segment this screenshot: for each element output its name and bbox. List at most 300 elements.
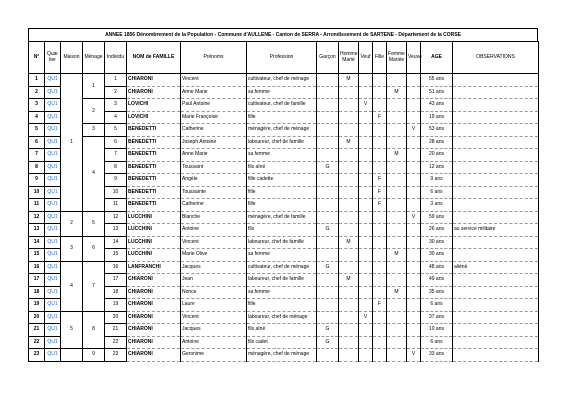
first-names-cell: Paul Antoine	[181, 99, 247, 112]
homme-marie-cell	[339, 261, 359, 274]
homme-marie-cell	[339, 86, 359, 99]
header-quartier: Quar tier	[45, 42, 61, 74]
quartier-cell: QU1	[45, 161, 61, 174]
individu-cell: 13	[105, 224, 127, 237]
age-cell: 59 ans	[421, 211, 453, 224]
menage-cell: 2	[83, 99, 105, 124]
family-name-cell: CHIARONI	[127, 349, 181, 362]
age-cell: 6 ans	[421, 299, 453, 312]
femme-mariee-cell	[387, 111, 407, 124]
header-menage: Ménage	[83, 42, 105, 74]
quartier-cell: QU1	[45, 149, 61, 162]
profession-cell: cultivateur, chef de famille	[247, 99, 317, 112]
veuf-cell	[359, 274, 373, 287]
row-number: 2	[29, 86, 45, 99]
homme-marie-cell	[339, 211, 359, 224]
observations-cell	[453, 311, 539, 324]
family-name-cell: BENEDETTI	[127, 199, 181, 212]
veuf-cell: V	[359, 99, 373, 112]
garcon-cell: G	[317, 336, 339, 349]
header-individu: Individu	[105, 42, 127, 74]
observations-cell: au service militaire	[453, 224, 539, 237]
veuf-cell	[359, 86, 373, 99]
garcon-cell: G	[317, 324, 339, 337]
individu-cell: 4	[105, 111, 127, 124]
row-number: 1	[29, 74, 45, 87]
quartier-cell: QU1	[45, 174, 61, 187]
veuve-cell	[407, 86, 421, 99]
table-row	[29, 249, 539, 262]
row-number: 14	[29, 236, 45, 249]
femme-mariee-cell	[387, 74, 407, 87]
menage-cell: 1	[83, 74, 105, 99]
veuf-cell	[359, 211, 373, 224]
header-prenoms: Prénoms	[181, 42, 247, 74]
homme-marie-cell	[339, 174, 359, 187]
family-name-cell: LOVICHI	[127, 111, 181, 124]
row-number: 17	[29, 274, 45, 287]
age-cell: 33 ans	[421, 349, 453, 362]
age-cell: 3 ans	[421, 199, 453, 212]
individu-cell: 1	[105, 74, 127, 87]
veuve-cell	[407, 336, 421, 349]
fille-cell	[373, 236, 387, 249]
first-names-cell: Toussainte	[181, 186, 247, 199]
fille-cell	[373, 124, 387, 137]
header-maison: Maison	[61, 42, 83, 74]
fille-cell: F	[373, 299, 387, 312]
table-row	[29, 224, 539, 237]
age-cell: 19 ans	[421, 111, 453, 124]
header-observations: OBSERVATIONS	[453, 42, 539, 74]
veuf-cell	[359, 299, 373, 312]
profession-cell: sa femme	[247, 249, 317, 262]
individu-cell: 2	[105, 86, 127, 99]
fille-cell	[373, 286, 387, 299]
femme-mariee-cell	[387, 224, 407, 237]
garcon-cell: G	[317, 224, 339, 237]
fille-cell: F	[373, 174, 387, 187]
family-name-cell: LUCCHINI	[127, 236, 181, 249]
observations-cell	[453, 111, 539, 124]
homme-marie-cell: M	[339, 274, 359, 287]
fille-cell	[373, 211, 387, 224]
quartier-cell: QU1	[45, 324, 61, 337]
veuf-cell	[359, 249, 373, 262]
header-row	[29, 42, 539, 74]
quartier-cell: QU1	[45, 111, 61, 124]
first-names-cell: Geronime	[181, 349, 247, 362]
family-name-cell: BENEDETTI	[127, 136, 181, 149]
quartier-cell: QU1	[45, 99, 61, 112]
fille-cell	[373, 274, 387, 287]
femme-mariee-cell: M	[387, 286, 407, 299]
observations-cell	[453, 299, 539, 312]
first-names-cell: Catherine	[181, 124, 247, 137]
menage-cell: 5	[83, 211, 105, 236]
profession-cell: fils aîné	[247, 161, 317, 174]
family-name-cell: LANFRANCHI	[127, 261, 181, 274]
veuf-cell: V	[359, 311, 373, 324]
table-row	[29, 274, 539, 287]
garcon-cell	[317, 299, 339, 312]
first-names-cell: Joseph Antoine	[181, 136, 247, 149]
veuve-cell	[407, 286, 421, 299]
table-row	[29, 211, 539, 224]
family-name-cell: CHIARONI	[127, 324, 181, 337]
veuve-cell	[407, 161, 421, 174]
row-number: 13	[29, 224, 45, 237]
individu-cell: 19	[105, 299, 127, 312]
veuf-cell	[359, 349, 373, 362]
fille-cell	[373, 161, 387, 174]
row-number: 15	[29, 249, 45, 262]
femme-mariee-cell	[387, 174, 407, 187]
profession-cell: sa femme	[247, 86, 317, 99]
individu-cell: 9	[105, 174, 127, 187]
fille-cell: F	[373, 186, 387, 199]
profession-cell: fille	[247, 111, 317, 124]
family-name-cell: BENEDETTI	[127, 149, 181, 162]
maison-cell: 2	[61, 211, 83, 236]
fille-cell	[373, 74, 387, 87]
garcon-cell	[317, 274, 339, 287]
age-cell: 6 ans	[421, 336, 453, 349]
family-name-cell: CHIARONI	[127, 299, 181, 312]
femme-mariee-cell	[387, 161, 407, 174]
family-name-cell: CHIARONI	[127, 86, 181, 99]
observations-cell	[453, 236, 539, 249]
age-cell: 35 ans	[421, 286, 453, 299]
table-row	[29, 311, 539, 324]
veuve-cell	[407, 299, 421, 312]
femme-mariee-cell	[387, 299, 407, 312]
observations-cell: aliéné	[453, 261, 539, 274]
profession-cell: cultivateur, chef de ménage	[247, 74, 317, 87]
row-number: 18	[29, 286, 45, 299]
femme-mariee-cell	[387, 311, 407, 324]
profession-cell: cultivateur, chef de ménage	[247, 261, 317, 274]
femme-mariee-cell	[387, 211, 407, 224]
first-names-cell: Angèle	[181, 174, 247, 187]
homme-marie-cell	[339, 336, 359, 349]
veuve-cell	[407, 261, 421, 274]
family-name-cell: CHIARONI	[127, 74, 181, 87]
quartier-cell: QU1	[45, 211, 61, 224]
garcon-cell	[317, 186, 339, 199]
homme-marie-cell	[339, 161, 359, 174]
observations-cell	[453, 349, 539, 362]
quartier-cell: QU1	[45, 136, 61, 149]
maison-cell: 1	[61, 74, 83, 212]
quartier-cell: QU1	[45, 336, 61, 349]
first-names-cell: Jean	[181, 274, 247, 287]
census-sheet	[28, 28, 538, 362]
veuve-cell	[407, 224, 421, 237]
row-number: 12	[29, 211, 45, 224]
table-row	[29, 286, 539, 299]
femme-mariee-cell	[387, 324, 407, 337]
row-number: 21	[29, 324, 45, 337]
row-number: 9	[29, 174, 45, 187]
profession-cell: fille	[247, 199, 317, 212]
veuve-cell	[407, 99, 421, 112]
quartier-cell: QU1	[45, 274, 61, 287]
table-row	[29, 236, 539, 249]
maison-cell: 4	[61, 261, 83, 311]
row-number: 3	[29, 99, 45, 112]
observations-cell	[453, 336, 539, 349]
quartier-cell: QU1	[45, 299, 61, 312]
fille-cell	[373, 336, 387, 349]
fille-cell	[373, 136, 387, 149]
observations-cell	[453, 74, 539, 87]
profession-cell: fille	[247, 186, 317, 199]
garcon-cell	[317, 74, 339, 87]
garcon-cell	[317, 174, 339, 187]
garcon-cell	[317, 111, 339, 124]
observations-cell	[453, 149, 539, 162]
garcon-cell: G	[317, 261, 339, 274]
femme-mariee-cell	[387, 261, 407, 274]
quartier-cell: QU1	[45, 186, 61, 199]
family-name-cell: LOVICHI	[127, 99, 181, 112]
profession-cell: fils cadet	[247, 336, 317, 349]
family-name-cell: BENEDETTI	[127, 174, 181, 187]
veuf-cell	[359, 174, 373, 187]
veuve-cell: V	[407, 211, 421, 224]
femme-mariee-cell: M	[387, 249, 407, 262]
row-number: 23	[29, 349, 45, 362]
profession-cell: sa femme	[247, 149, 317, 162]
veuf-cell	[359, 149, 373, 162]
age-cell: 12 ans	[421, 161, 453, 174]
quartier-cell: QU1	[45, 199, 61, 212]
maison-cell	[61, 349, 83, 362]
femme-mariee-cell: M	[387, 86, 407, 99]
veuf-cell	[359, 136, 373, 149]
veuf-cell	[359, 74, 373, 87]
first-names-cell: Laure	[181, 299, 247, 312]
menage-cell: 4	[83, 136, 105, 211]
homme-marie-cell	[339, 186, 359, 199]
age-cell: 55 ans	[421, 74, 453, 87]
menage-cell: 8	[83, 311, 105, 349]
family-name-cell: LUCCHINI	[127, 224, 181, 237]
header-nom: NOM de FAMILLE	[127, 42, 181, 74]
quartier-cell: QU1	[45, 236, 61, 249]
age-cell: 28 ans	[421, 136, 453, 149]
profession-cell: sa femme	[247, 286, 317, 299]
homme-marie-cell: M	[339, 74, 359, 87]
age-cell: 30 ans	[421, 236, 453, 249]
header-profession: Profession	[247, 42, 317, 74]
row-number: 11	[29, 199, 45, 212]
age-cell: 37 ans	[421, 311, 453, 324]
femme-mariee-cell	[387, 136, 407, 149]
age-cell: 48 ans	[421, 261, 453, 274]
individu-cell: 8	[105, 161, 127, 174]
veuve-cell: V	[407, 349, 421, 362]
header-femme-mariee: Femme Mariée	[387, 42, 407, 74]
family-name-cell: CHIARONI	[127, 311, 181, 324]
first-names-cell: Vincent	[181, 74, 247, 87]
first-names-cell: Vincent	[181, 236, 247, 249]
observations-cell	[453, 286, 539, 299]
veuf-cell	[359, 324, 373, 337]
table-row	[29, 111, 539, 124]
individu-cell: 3	[105, 99, 127, 112]
family-name-cell: LUCCHINI	[127, 211, 181, 224]
table-row	[29, 124, 539, 137]
veuve-cell	[407, 311, 421, 324]
table-row	[29, 136, 539, 149]
row-number: 10	[29, 186, 45, 199]
garcon-cell	[317, 124, 339, 137]
first-names-cell: Anne Marie	[181, 86, 247, 99]
veuve-cell	[407, 174, 421, 187]
fille-cell: F	[373, 199, 387, 212]
maison-cell: 3	[61, 236, 83, 261]
individu-cell: 15	[105, 249, 127, 262]
header-veuve: Veuve	[407, 42, 421, 74]
row-number: 19	[29, 299, 45, 312]
homme-marie-cell	[339, 111, 359, 124]
individu-cell: 12	[105, 211, 127, 224]
femme-mariee-cell: M	[387, 149, 407, 162]
homme-marie-cell	[339, 249, 359, 262]
homme-marie-cell: M	[339, 136, 359, 149]
observations-cell	[453, 136, 539, 149]
first-names-cell: Anne Marie	[181, 149, 247, 162]
profession-cell: ménagère, chef de famille	[247, 211, 317, 224]
femme-mariee-cell	[387, 336, 407, 349]
femme-mariee-cell	[387, 349, 407, 362]
table-row	[29, 199, 539, 212]
veuf-cell	[359, 261, 373, 274]
table-row	[29, 99, 539, 112]
profession-cell: fils	[247, 224, 317, 237]
menage-cell: 3	[83, 124, 105, 137]
veuve-cell	[407, 149, 421, 162]
fille-cell	[373, 311, 387, 324]
family-name-cell: BENEDETTI	[127, 161, 181, 174]
table-row	[29, 149, 539, 162]
homme-marie-cell	[339, 99, 359, 112]
census-table	[28, 41, 539, 362]
profession-cell: laboureur, chef de famille	[247, 236, 317, 249]
fille-cell	[373, 349, 387, 362]
fille-cell: F	[373, 111, 387, 124]
census-body	[29, 74, 539, 362]
age-cell: 53 ans	[421, 124, 453, 137]
family-name-cell: CHIARONI	[127, 336, 181, 349]
garcon-cell	[317, 136, 339, 149]
individu-cell: 14	[105, 236, 127, 249]
table-row	[29, 186, 539, 199]
garcon-cell	[317, 99, 339, 112]
homme-marie-cell	[339, 224, 359, 237]
table-row	[29, 86, 539, 99]
fille-cell	[373, 249, 387, 262]
fille-cell	[373, 99, 387, 112]
individu-cell: 11	[105, 199, 127, 212]
garcon-cell	[317, 86, 339, 99]
quartier-cell: QU1	[45, 86, 61, 99]
family-name-cell: LUCCHINI	[127, 249, 181, 262]
fille-cell	[373, 224, 387, 237]
veuve-cell	[407, 111, 421, 124]
menage-cell: 6	[83, 236, 105, 261]
profession-cell: ménagère, chef de ménage	[247, 349, 317, 362]
individu-cell: 22	[105, 336, 127, 349]
individu-cell: 7	[105, 149, 127, 162]
veuf-cell	[359, 286, 373, 299]
first-names-cell: Toussaint	[181, 161, 247, 174]
table-row	[29, 299, 539, 312]
observations-cell	[453, 199, 539, 212]
profession-cell: ménagère, chef de ménage	[247, 124, 317, 137]
veuf-cell	[359, 161, 373, 174]
garcon-cell	[317, 211, 339, 224]
femme-mariee-cell	[387, 199, 407, 212]
garcon-cell	[317, 249, 339, 262]
header-num: N°	[29, 42, 45, 74]
veuf-cell	[359, 224, 373, 237]
individu-cell: 10	[105, 186, 127, 199]
family-name-cell: CHIARONI	[127, 274, 181, 287]
homme-marie-cell	[339, 311, 359, 324]
table-row	[29, 349, 539, 362]
veuve-cell: V	[407, 124, 421, 137]
homme-marie-cell	[339, 324, 359, 337]
profession-cell: fille	[247, 299, 317, 312]
profession-cell: laboureur, chef de famille	[247, 274, 317, 287]
fille-cell	[373, 149, 387, 162]
veuf-cell	[359, 186, 373, 199]
age-cell: 26 ans	[421, 224, 453, 237]
age-cell: 6 ans	[421, 186, 453, 199]
garcon-cell: G	[317, 161, 339, 174]
veuve-cell	[407, 249, 421, 262]
homme-marie-cell	[339, 286, 359, 299]
family-name-cell: BENEDETTI	[127, 124, 181, 137]
veuf-cell	[359, 236, 373, 249]
age-cell: 20 ans	[421, 149, 453, 162]
individu-cell: 23	[105, 349, 127, 362]
veuf-cell	[359, 199, 373, 212]
table-row	[29, 261, 539, 274]
row-number: 5	[29, 124, 45, 137]
quartier-cell: QU1	[45, 249, 61, 262]
veuve-cell	[407, 74, 421, 87]
veuve-cell	[407, 324, 421, 337]
first-names-cell: Blanche	[181, 211, 247, 224]
individu-cell: 16	[105, 261, 127, 274]
document-title: ANNEE 1856 Dénombrement de la Population - Commune d'AULLENE - Canton de SERRA - Arrondissement de SARTENE - Département de la CORSE	[28, 28, 538, 41]
observations-cell	[453, 99, 539, 112]
homme-marie-cell	[339, 149, 359, 162]
veuf-cell	[359, 336, 373, 349]
profession-cell: fille cadette	[247, 174, 317, 187]
individu-cell: 5	[105, 124, 127, 137]
row-number: 7	[29, 149, 45, 162]
veuf-cell	[359, 111, 373, 124]
first-names-cell: Nonce	[181, 286, 247, 299]
quartier-cell: QU1	[45, 286, 61, 299]
femme-mariee-cell	[387, 124, 407, 137]
homme-marie-cell: M	[339, 236, 359, 249]
